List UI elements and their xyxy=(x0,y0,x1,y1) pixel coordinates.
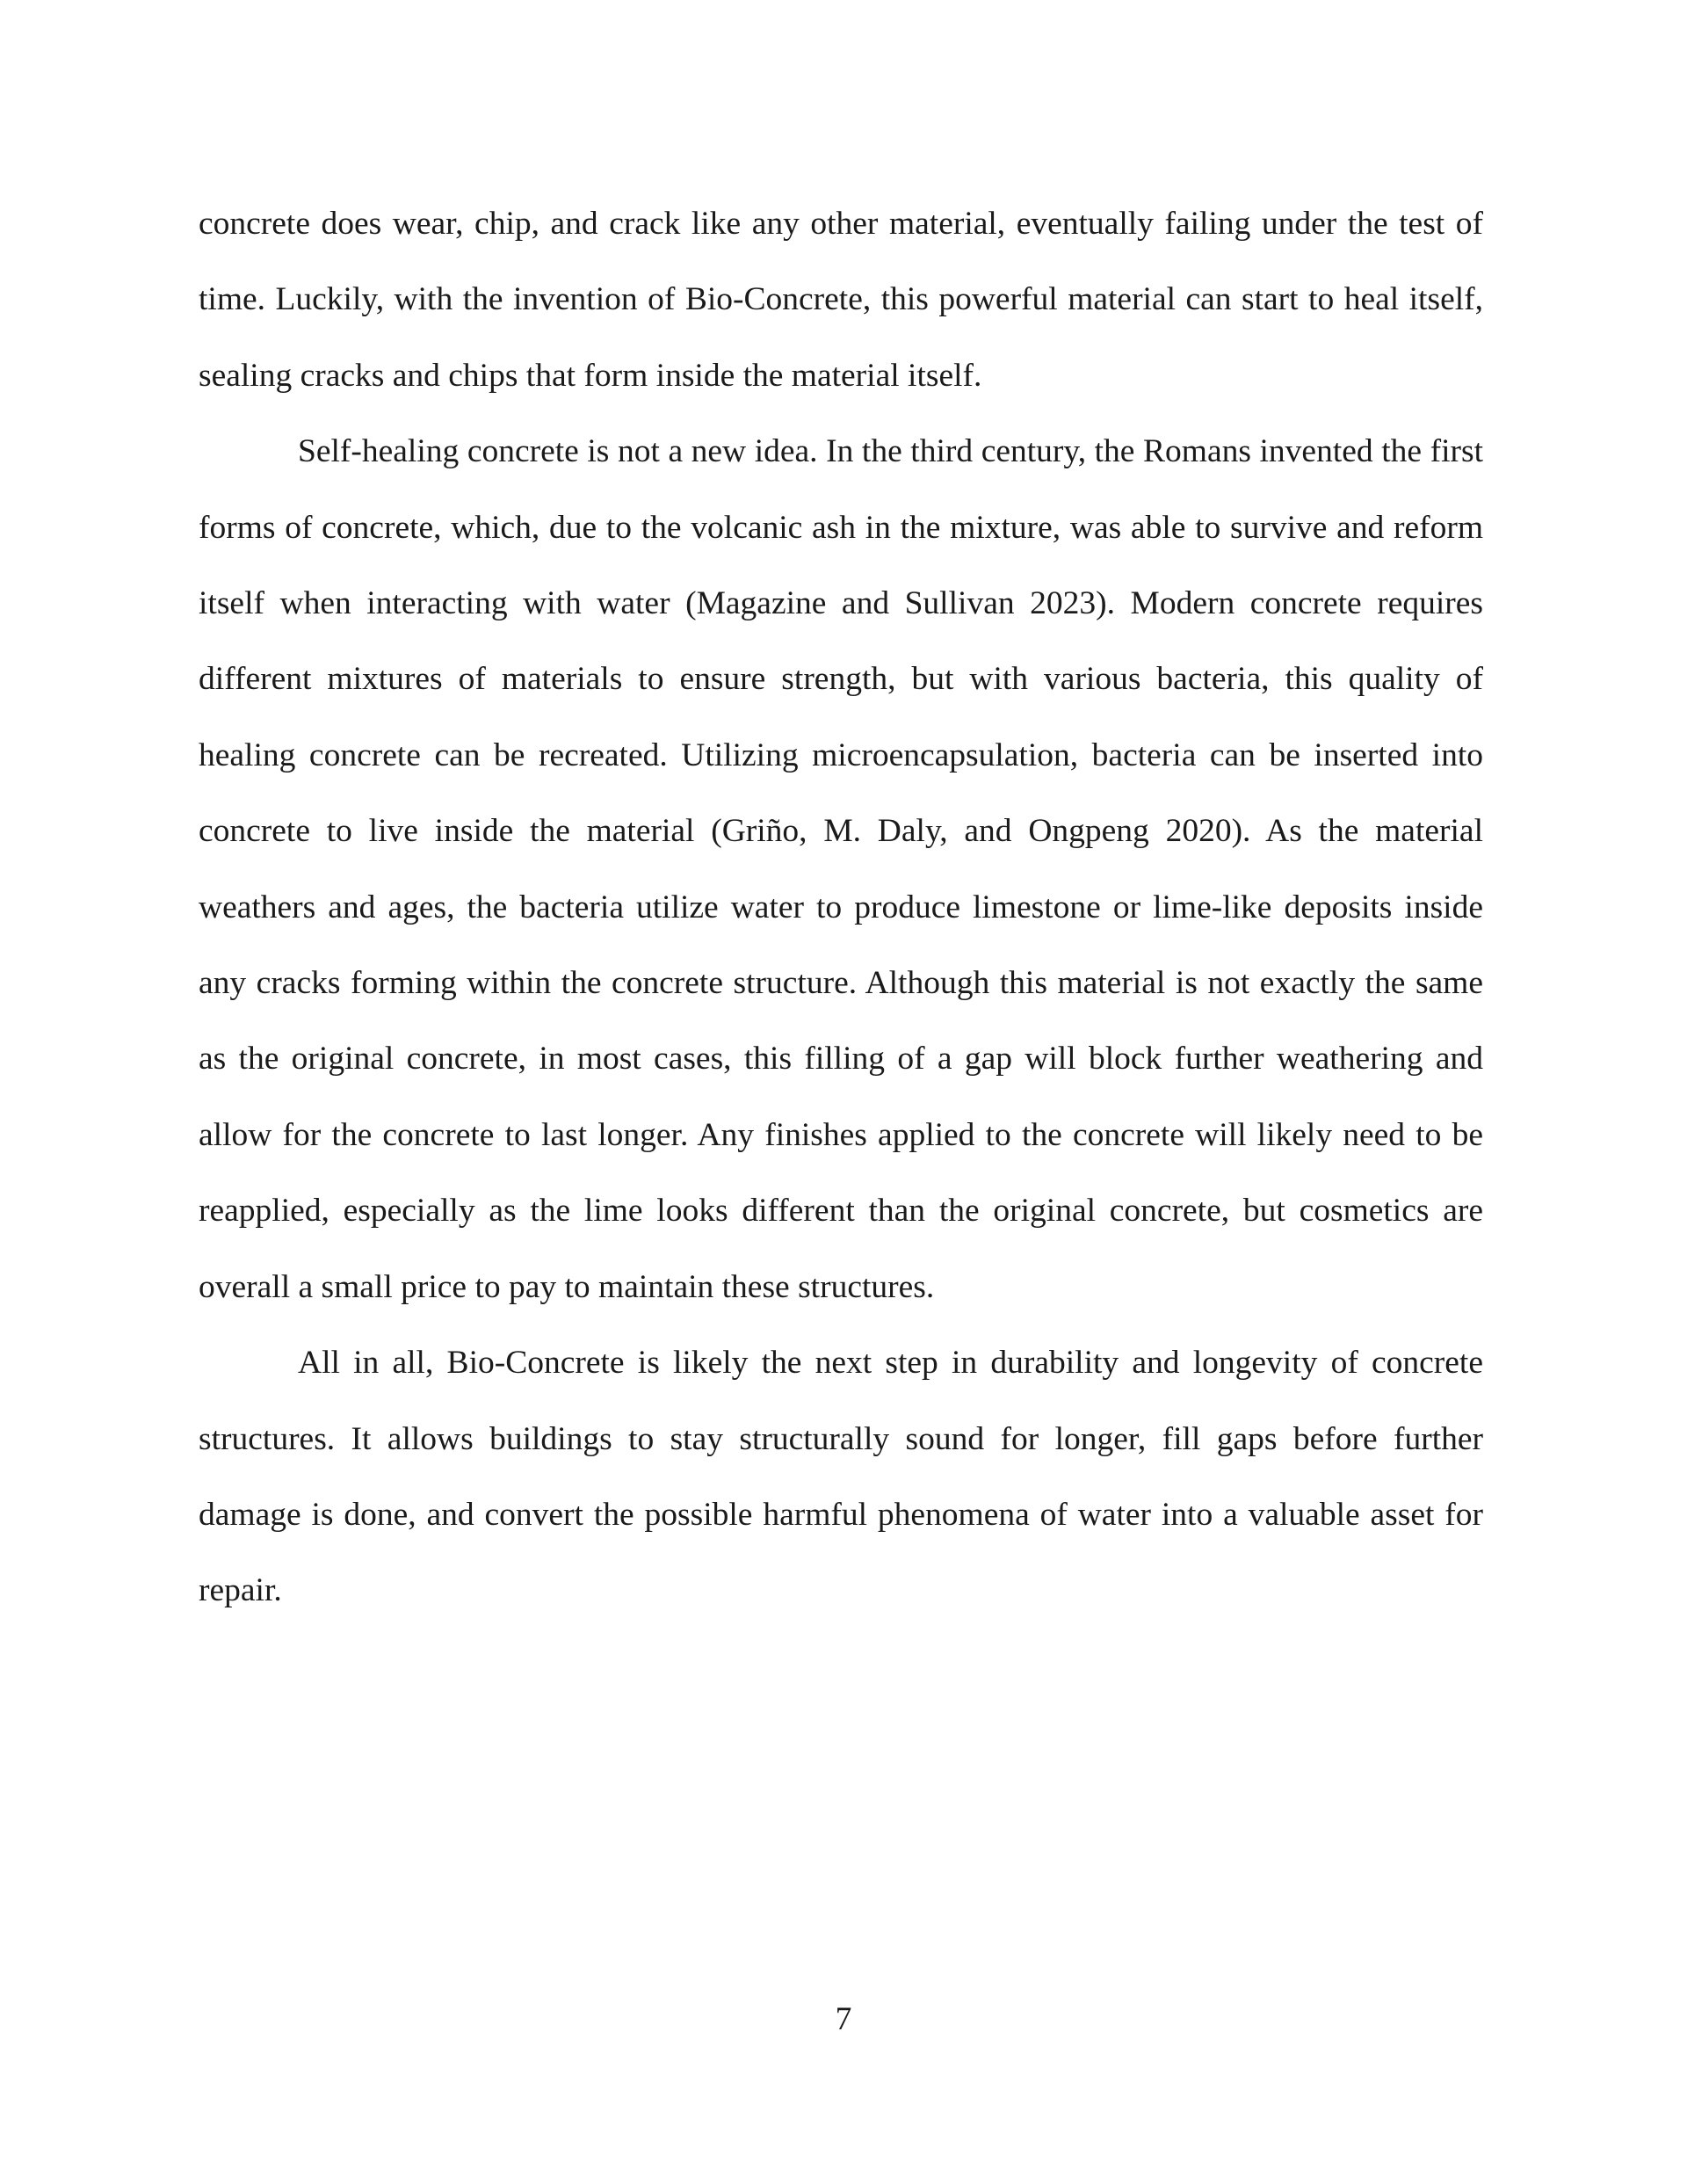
paragraph-conclusion: All in all, Bio-Concrete is likely the next step in durability and longevity of concrete structures. It allows buildings to stay structurally sound for longer, fill gaps before further damage is done, and convert the possible harmful phenomena of water into a valuable asset for repair. xyxy=(199,1345,1483,1609)
document-body xyxy=(199,186,1483,1629)
paragraph-self-healing-history: Self-healing concrete is not a new idea. In the third century, the Romans invented the first forms of concrete, which, due to the volcanic ash in the mixture, was able to survive and reform itself when interacting with water (Magazine and Sullivan 2023). Modern concrete requires different mixtures of materials to ensure strength, but with various bacteria, this quality of healing concrete can be recreated. Utilizing microencapsulation, bacteria can be inserted into concrete to live inside the material (Griño, M. Daly, and Ongpeng 2020). As the material weathers and ages, the bacteria utilize water to produce limestone or lime-like deposits inside any cracks forming within the concrete structure. Although this material is not exactly the same as the original concrete, in most cases, this filling of a gap will block further weathering and allow for the concrete to last longer. Any finishes applied to the concrete will likely need to be reapplied, especially as the lime looks different than the original concrete, but cosmetics are overall a small price to pay to maintain these structures. xyxy=(199,433,1483,1305)
paragraph-continuation: concrete does wear, chip, and crack like any other material, eventually failing under the test of time. Luckily, with the invention of Bio-Concrete, this powerful material can start to heal itself, sealing cracks and chips that form inside the material itself. xyxy=(199,206,1483,394)
page-number: 7 xyxy=(835,2001,852,2037)
